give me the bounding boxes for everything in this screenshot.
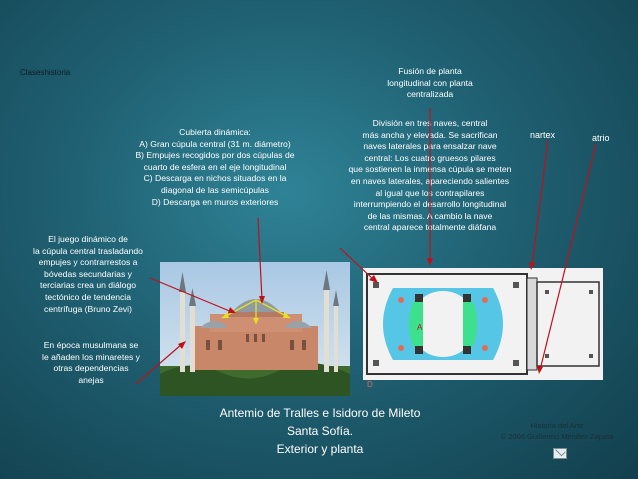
callout-line-epoca [136, 344, 182, 384]
division-line: central: Los cuatro gruesos pilares [364, 152, 496, 163]
caption-line: Antemio de Tralles e Isidoro de Mileto [219, 406, 421, 420]
juego-line: bóvedas secundarias y [44, 268, 132, 279]
caption-line: Exterior y planta [276, 442, 364, 456]
credits [482, 421, 632, 442]
division-line: que sostienen la inmensa cúpula se meten [348, 164, 512, 175]
cubierta-line: cuarto de esfera en el eje longitudinal [143, 161, 287, 172]
cubierta-line: B) Empujes recogidos por dos cúpulas de [135, 150, 295, 161]
division-line: central aparece totalmente diáfana [363, 222, 497, 233]
division-line: al igual que los contrapilares [375, 187, 485, 198]
credits-line: Historia del Arte [530, 421, 584, 430]
division-line: interrumpiendo el desarrollo longitudinal [353, 199, 507, 210]
fusion-line: Fusión de planta [398, 66, 462, 76]
juego-line: centrífuga (Bruno Zevi) [44, 303, 132, 314]
juego-line: terciarias crea un diálogo [39, 280, 137, 291]
callout-line-cubierta [258, 218, 262, 300]
plan-label-d: D [367, 380, 373, 389]
epoca-line: anejas [78, 374, 104, 385]
callout-line-division [340, 248, 374, 280]
caption-line: Santa Sofía. [286, 424, 354, 438]
division-line: de las mismas. A cambio la nave [367, 210, 493, 221]
slide-caption [180, 404, 460, 458]
cubierta-line: D) Descarga en muros exteriores [151, 196, 279, 207]
epoca-line: En época musulmana se [43, 340, 139, 350]
plan-label-a: A [417, 323, 423, 332]
atrio-label: atrio [592, 133, 610, 143]
credits-line: © 2006 Guillermo Méndez Zapata [500, 431, 614, 441]
juego-line: la cúpula central trasladando [33, 245, 143, 256]
mail-icon[interactable] [553, 448, 567, 459]
fusion-line: longitudinal con planta [387, 77, 473, 88]
callout-line-atrio [540, 144, 596, 370]
division-line: naves laterales para ensalzar nave [363, 141, 497, 152]
juego-line: empujes y contrarrestos a [38, 257, 138, 268]
epoca-line: le añaden los minaretes y [42, 351, 140, 362]
nartex-label: nartex [530, 130, 556, 140]
juego-line: El juego dinámico de [48, 234, 128, 244]
epoca-line: otras dependencias [53, 363, 129, 374]
division-line: más ancha y elevada. Se sacrifican [362, 129, 498, 140]
callout-line-nartex [532, 140, 548, 266]
fusion-line: centralizada [406, 89, 454, 100]
cubierta-line: Cubierta dinámica: [179, 127, 251, 137]
callout-line-juego [150, 278, 232, 312]
cubierta-line: diagonal de las semicúpulas [161, 184, 269, 195]
watermark-text: Claseshistoria [20, 68, 71, 77]
division-line: en naves laterales, apareciendo salientes [350, 175, 510, 186]
cubierta-line: C) Descarga en nichos situados en la [143, 173, 287, 184]
cubierta-line: A) Gran cúpula central (31 m. diámetro) [139, 138, 291, 149]
division-line: División en tres naves, central [372, 118, 488, 128]
juego-line: tectónico de tendencia [44, 291, 131, 302]
